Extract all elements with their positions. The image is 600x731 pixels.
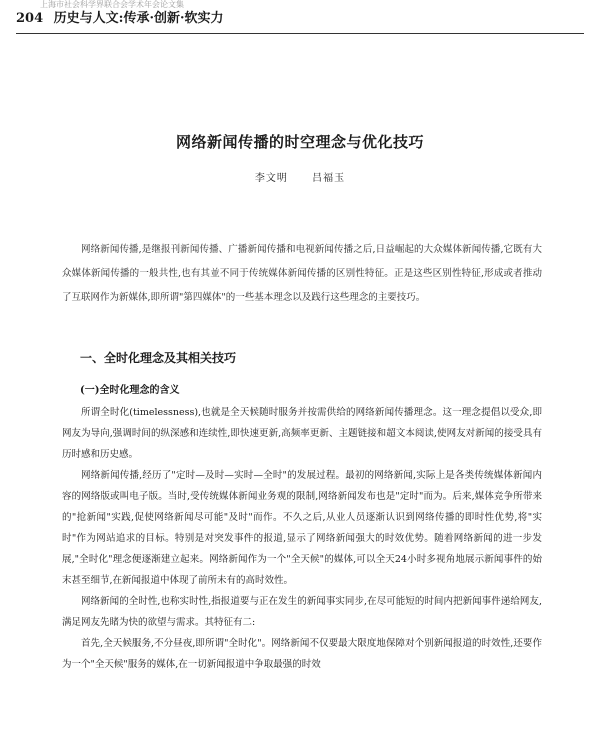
header-rule	[16, 33, 584, 34]
body-paragraph: 所谓全时化(timelessness),也就是全天候随时服务并按需供给的网络新闻传播理念。这一理念提倡以受众,即网友为导向,强调时间的纵深感和连续性,即快速更新,高频率更新、主题链接和超文本阅读,使网友对新闻的接受具有历时感和历史感。	[62, 407, 542, 460]
body-paragraph: 网络新闻的全时性,也称实时性,指报道要与正在发生的新闻事实同步,在尽可能短的时间内把新闻事件递给网友,满足网友先睹为快的欲望与需求。其特征有二:	[62, 596, 542, 628]
article-title: 网络新闻传播的时空理念与优化技巧	[175, 133, 424, 151]
abstract-paragraph: 网络新闻传播,是继报刊新闻传播、广播新闻传播和电视新闻传播之后,日益崛起的大众媒体新闻传播,它既有大众媒体新闻传播的一般共性,也有其並不同于传统媒体新闻传播的区别性特征。正是这些区别性特征,形成或者推动了互联网作为新媒体,即所谓"第四媒体"的一些基本理念以及践行这些理念的主要技巧。	[62, 244, 542, 303]
body-text	[62, 402, 542, 675]
author-line	[0, 171, 600, 187]
body-paragraph: 网络新闻传播,经历了"定时—及时—实时—全时"的发展过程。最初的网络新闻,实际上是各类传统媒体新闻内容的网络版或叫电子版。当时,受传统媒体新闻业务观的限制,网络新闻发布也是"定时"而为。后来,媒体竞争所带来的"抢新闻"实践,促使网络新闻尽可能"及时"而作。不久之后,从业人员逐渐认识到网络传播的即时性优势,将"实时"作为网站追求的目标。特别是对突发事件的报道,显示了网络新闻强大的时效优势。随着网络新闻的进一步发展,"全时化"理念便逐渐建立起来。网络新闻作为一个"全天候"的媒体,可以全天24小时多视角地展示新闻事件的始末甚至细节,在新闻报道中体现了前所未有的高时效性。	[62, 470, 542, 586]
running-title: 历史与人文:传承·创新·软实力	[53, 11, 224, 26]
author-name: 吕福玉	[312, 173, 346, 184]
page-number: 204	[16, 11, 44, 26]
body-paragraph: 首先,全天候服务,不分昼夜,即所谓"全时化"。网络新闻不仅要最大限度地保障对个别新闻报道的时效性,还要作为一个"全天候"服务的媒体,在一切新闻报道中争取最强的时效	[62, 638, 542, 670]
subsection-heading: (一)全时化理念的含义	[80, 385, 180, 396]
section-heading: 一、全时化理念及其相关技巧	[80, 351, 237, 365]
running-head	[16, 9, 576, 29]
header-top-note: 上海市社会科学界联合会学术年会论文集	[40, 0, 184, 9]
author-name: 李文明	[254, 173, 288, 184]
